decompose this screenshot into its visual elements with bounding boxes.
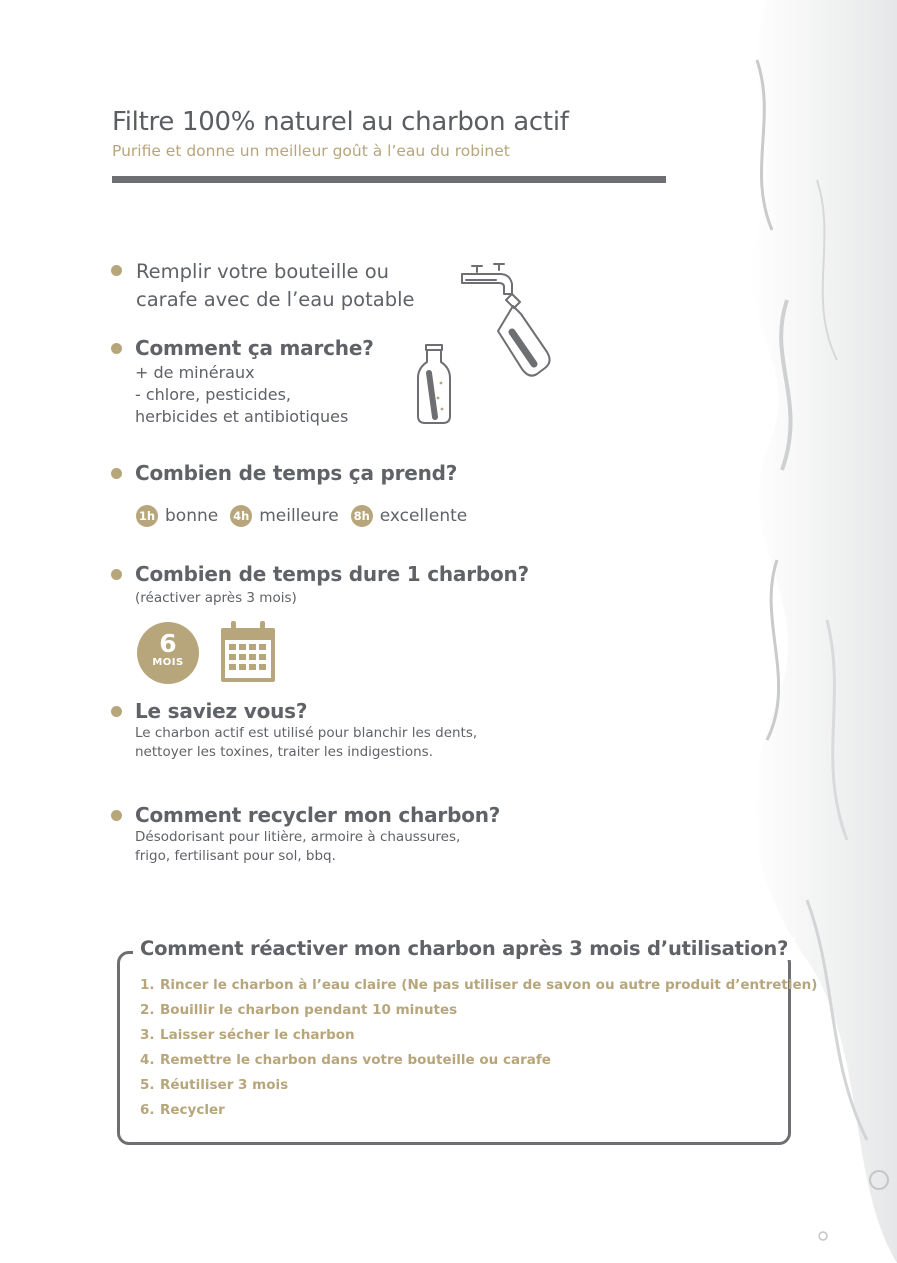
bullet-icon [111, 569, 122, 580]
page-title: Filtre 100% naturel au charbon actif [112, 107, 569, 137]
facts-title: Le saviez vous? [135, 699, 308, 723]
months-number: 6 [159, 629, 177, 658]
time-badge: 8h [351, 505, 373, 527]
step-number: 1. [140, 977, 155, 993]
bullet-icon [111, 265, 122, 276]
how-line: + de minéraux [135, 363, 255, 382]
step-text: Recycler [160, 1102, 225, 1118]
step-item [140, 1049, 817, 1074]
facts-line: Le charbon actif est utilisé pour blanchir les dents, [135, 725, 478, 741]
facts-line: nettoyer les toxines, traiter les indigestions. [135, 744, 433, 760]
step-text: Rincer le charbon à l’eau claire (Ne pas utiliser de savon ou autre produit d’entretien) [160, 977, 818, 993]
time-label: excellente [379, 506, 468, 526]
page-subtitle: Purifie et donne un meilleur goût à l’eau du robinet [112, 142, 510, 160]
header-divider [112, 176, 666, 183]
step-number: 6. [140, 1102, 155, 1118]
bullet-icon [111, 343, 122, 354]
calendar-icon [219, 620, 277, 684]
reactivation-steps [140, 974, 817, 1124]
step-item [140, 974, 817, 999]
time-badge: 1h [136, 505, 158, 527]
step-number: 5. [140, 1077, 155, 1093]
time-badge: 4h [230, 505, 252, 527]
recycle-line: frigo, fertilisant pour sol, bbq. [135, 848, 336, 864]
faucet-bottle-icon [458, 260, 558, 385]
bottle-with-charcoal-icon [416, 343, 452, 425]
intro-text [136, 258, 415, 314]
recycle-title: Comment recycler mon charbon? [135, 803, 501, 827]
months-badge [137, 622, 199, 684]
bullet-icon [111, 468, 122, 479]
step-text: Remettre le charbon dans votre bouteille ou carafe [160, 1052, 551, 1068]
step-text: Réutiliser 3 mois [160, 1077, 289, 1093]
time-label: bonne [165, 506, 219, 526]
recycle-line: Désodorisant pour litière, armoire à chaussures, [135, 829, 461, 845]
step-item [140, 999, 817, 1024]
step-item [140, 1099, 817, 1124]
time-title: Combien de temps ça prend? [135, 461, 458, 485]
duration-note: (réactiver après 3 mois) [135, 590, 297, 606]
how-line: herbicides et antibiotiques [135, 407, 349, 426]
bullet-icon [111, 810, 122, 821]
duration-title: Combien de temps dure 1 charbon? [135, 562, 529, 586]
step-number: 3. [140, 1027, 155, 1043]
step-number: 2. [140, 1002, 155, 1018]
intro-line: Remplir votre bouteille ou [136, 260, 390, 283]
reactivation-title: Comment réactiver mon charbon après 3 mois d’utilisation? [133, 937, 795, 960]
how-line: - chlore, pesticides, [135, 385, 291, 404]
intro-line: carafe avec de l’eau potable [136, 288, 415, 311]
step-text: Bouillir le charbon pendant 10 minutes [160, 1002, 458, 1018]
step-text: Laisser sécher le charbon [160, 1027, 355, 1043]
months-unit: MOIS [152, 657, 184, 668]
step-item [140, 1074, 817, 1099]
time-label: meilleure [259, 506, 339, 526]
step-number: 4. [140, 1052, 155, 1068]
how-title: Comment ça marche? [135, 336, 374, 360]
step-item [140, 1024, 817, 1049]
time-levels [136, 503, 479, 529]
bullet-icon [111, 706, 122, 717]
